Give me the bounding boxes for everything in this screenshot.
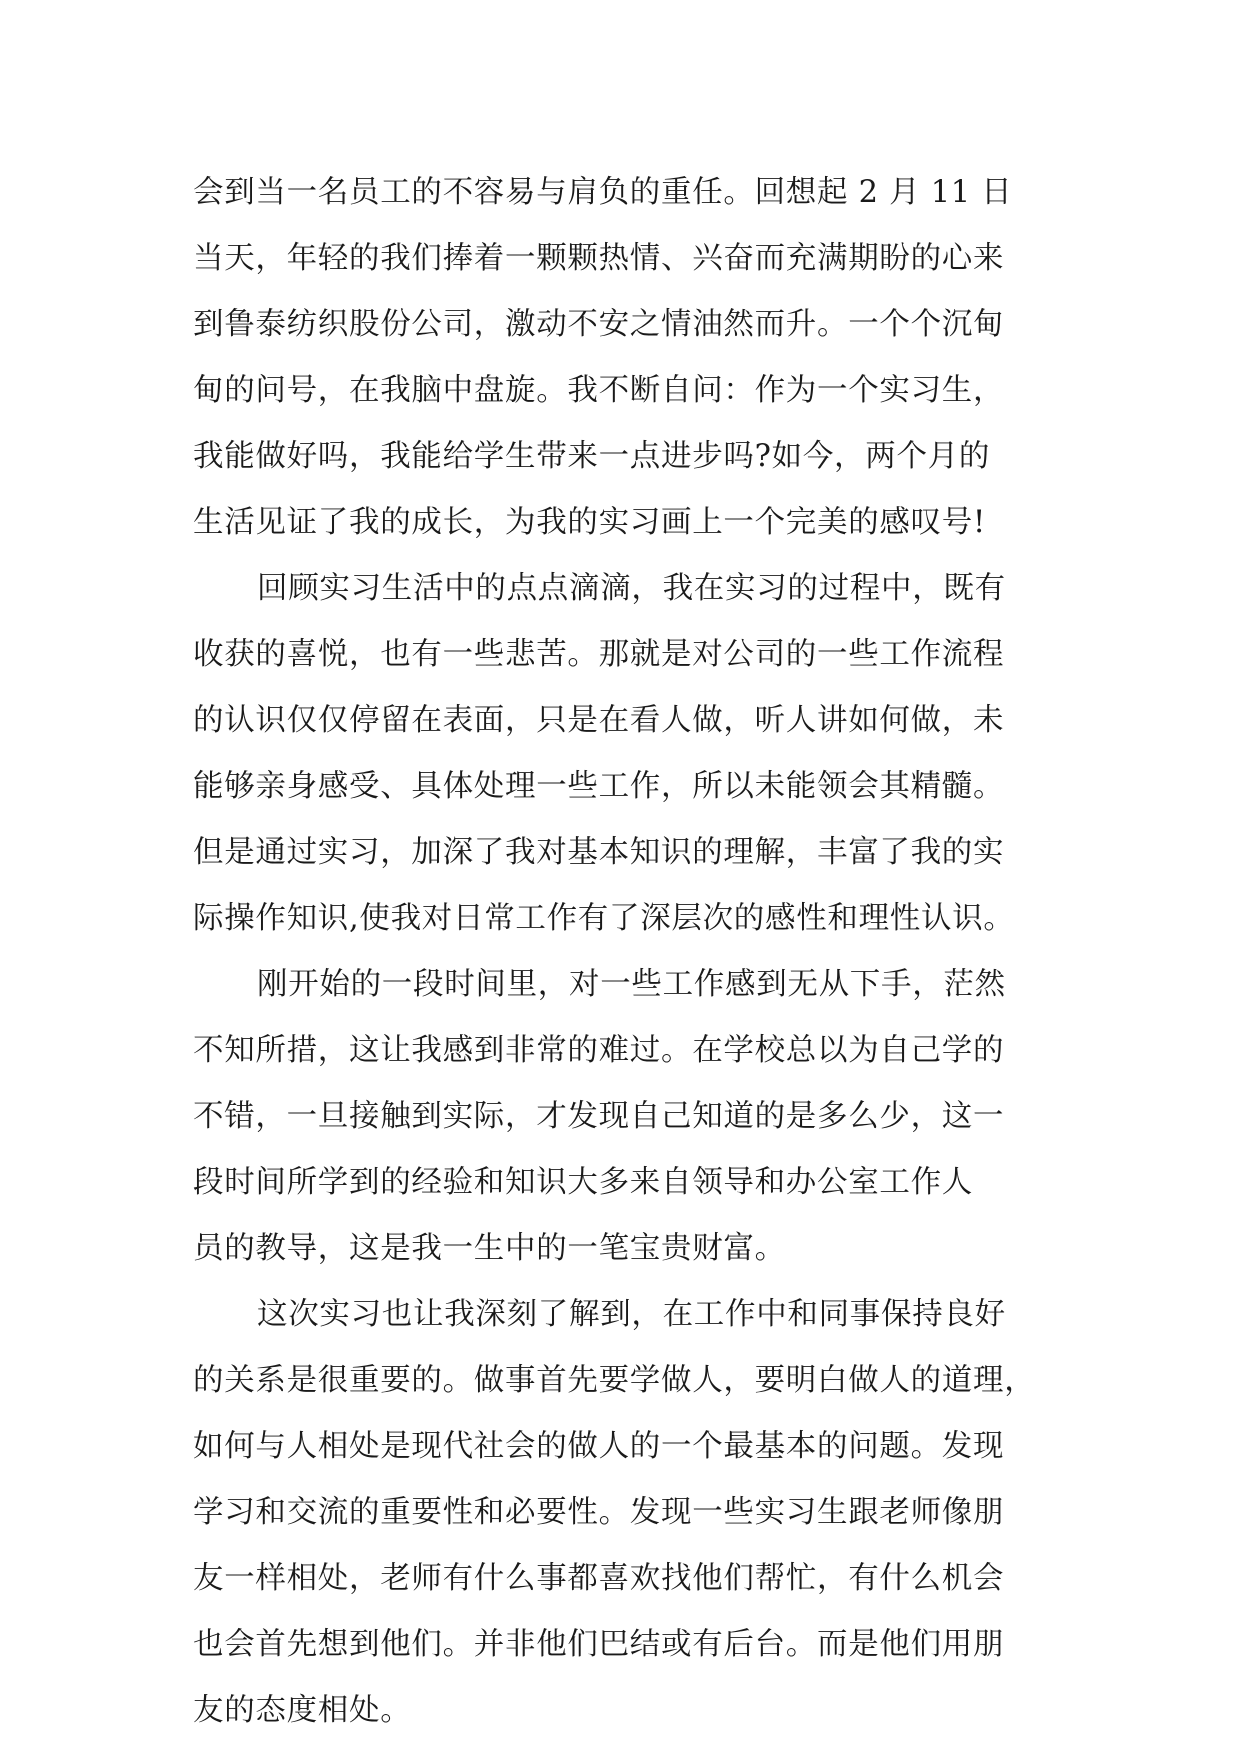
text-line: 我能做好吗，我能给学生带来一点进步吗?如今，两个月的	[193, 439, 991, 474]
text-line: 不知所措，这让我感到非常的难过。在学校总以为自己学的	[193, 1033, 1005, 1068]
paragraph-1	[193, 160, 1073, 556]
text-line: 能够亲身感受、具体处理一些工作，所以未能领会其精髓。	[193, 769, 1005, 804]
text-line: 员的教导，这是我一生中的一笔宝贵财富。	[193, 1231, 786, 1266]
text-line: 到鲁泰纺织股份公司，激动不安之情油然而升。一个个沉甸	[193, 307, 1005, 342]
paragraph-3	[193, 952, 1073, 1282]
text-line: 际操作知识,使我对日常工作有了深层次的感性和理性认识。	[193, 901, 1015, 936]
text-line: 友一样相处，老师有什么事都喜欢找他们帮忙，有什么机会	[193, 1561, 1005, 1596]
text-line: 如何与人相处是现代社会的做人的一个最基本的问题。发现	[193, 1429, 1005, 1464]
text-line: 不错，一旦接触到实际，才发现自己知道的是多么少，这一	[193, 1099, 1005, 1134]
text-line: 段时间所学到的经验和知识大多来自领导和办公室工作人	[193, 1165, 973, 1200]
text-line: 学习和交流的重要性和必要性。发现一些实习生跟老师像朋	[193, 1495, 1005, 1530]
text-line: 也会首先想到他们。并非他们巴结或有后台。而是他们用朋	[193, 1627, 1005, 1662]
text-line: 的关系是很重要的。做事首先要学做人，要明白做人的道理，	[193, 1363, 1036, 1398]
text-line: 这次实习也让我深刻了解到，在工作中和同事保持良好	[257, 1297, 1006, 1332]
text-line: 会到当一名员工的不容易与肩负的重任。回想起 2 月 11 日	[193, 175, 1013, 210]
text-line: 刚开始的一段时间里，对一些工作感到无从下手，茫然	[257, 967, 1006, 1002]
text-line: 回顾实习生活中的点点滴滴，我在实习的过程中，既有	[257, 571, 1006, 606]
text-line: 友的态度相处。	[193, 1693, 412, 1728]
text-line: 生活见证了我的成长，为我的实习画上一个完美的感叹号!	[193, 505, 986, 540]
paragraph-4	[193, 1282, 1073, 1744]
text-line: 但是通过实习，加深了我对基本知识的理解，丰富了我的实	[193, 835, 1005, 870]
text-line: 当天，年轻的我们捧着一颗颗热情、兴奋而充满期盼的心来	[193, 241, 1005, 276]
paragraph-2	[193, 556, 1073, 952]
body-text	[193, 160, 1073, 1744]
text-line: 甸的问号，在我脑中盘旋。我不断自问：作为一个实习生，	[193, 373, 1005, 408]
text-line: 收获的喜悦，也有一些悲苦。那就是对公司的一些工作流程	[193, 637, 1005, 672]
text-line: 的认识仅仅停留在表面，只是在看人做，听人讲如何做，未	[193, 703, 1005, 738]
